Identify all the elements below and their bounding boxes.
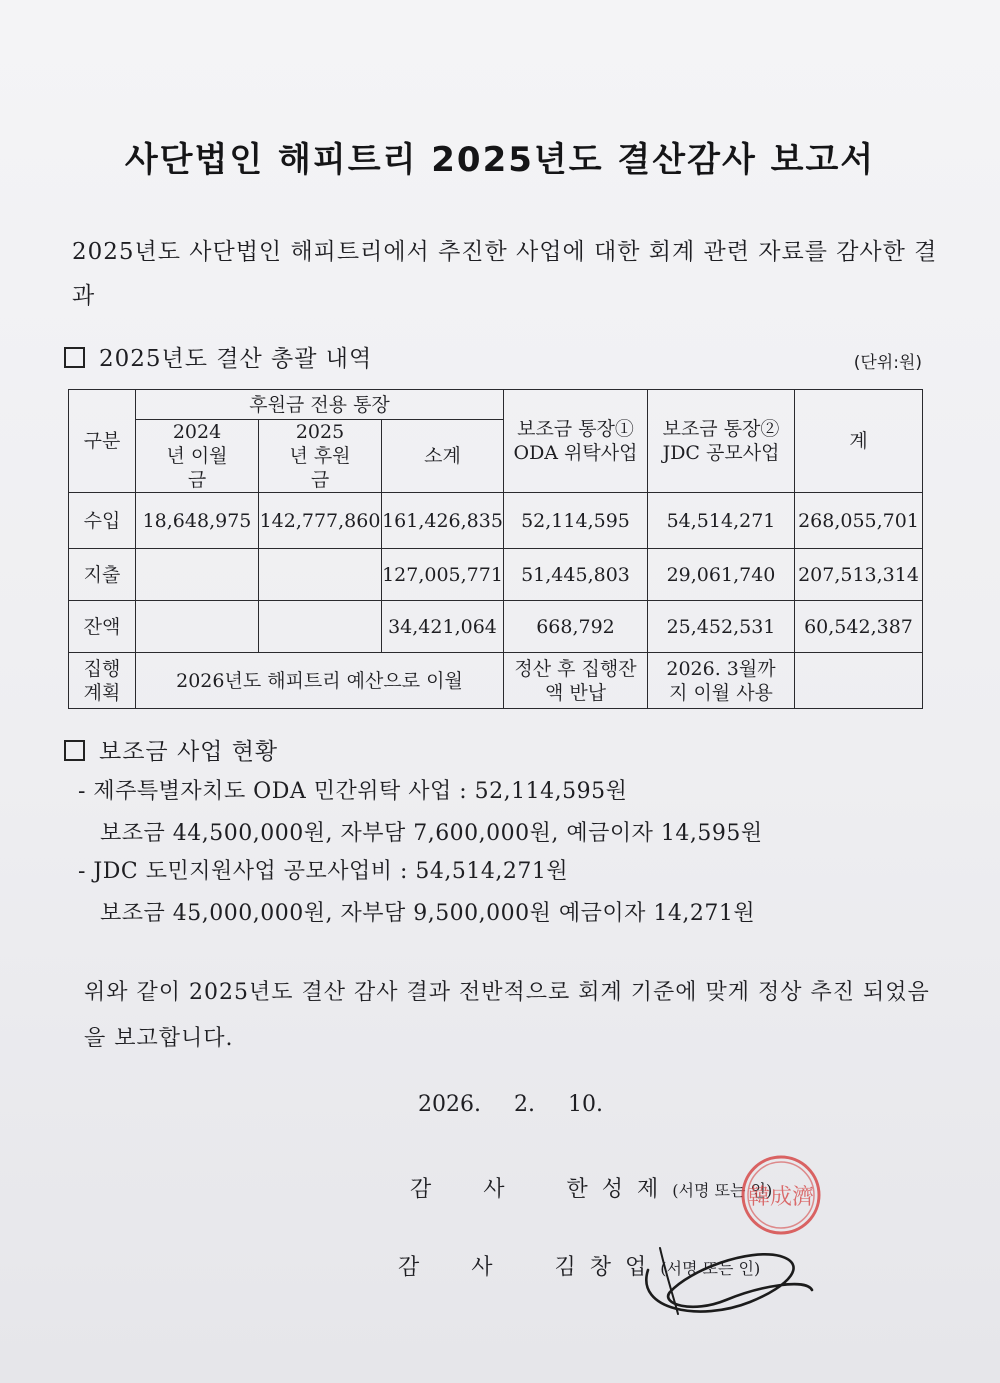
header-donation-group: 후원금 전용 통장 — [136, 390, 504, 420]
cell-subsidy1: 52,114,595 — [504, 493, 648, 549]
cell-carry-2024: 18,648,975 — [136, 493, 259, 549]
conclusion-text: 위와 같이 2025년도 결산 감사 결과 전반적으로 회계 기준에 맞게 정상 추진 되었음을 보고합니다. — [84, 980, 930, 1051]
auditor-name: 김창업 — [554, 1255, 661, 1280]
auditor-sign-note: (서명 또는 인) — [672, 1181, 773, 1200]
report-title: 사단법인 해피트리 2025년도 결산감사 보고서 — [124, 140, 876, 180]
cell-donation-2025 — [259, 549, 382, 601]
cell-donation-2025: 142,777,860 — [259, 493, 382, 549]
cell-subtotal: 127,005,771 — [382, 549, 504, 601]
section-summary-label: 2025년도 결산 총괄 내역 — [99, 346, 373, 372]
header-subsidy1: 보조금 통장① ODA 위탁사업 — [504, 390, 648, 493]
table-row — [69, 601, 923, 653]
auditor-sign-note: (서명 또는 인) — [660, 1259, 761, 1278]
table-row-plan — [69, 653, 923, 709]
subsidy-item-detail: 보조금 45,000,000원, 자부담 9,500,000원 예금이자 14,271원 — [100, 901, 756, 926]
section-summary-heading — [64, 340, 372, 373]
subsidy-item: - 제주특별자치도 ODA 민간위탁 사업 : 52,114,595원 — [78, 779, 628, 804]
cell-subsidy2: 25,452,531 — [648, 601, 795, 653]
row-label: 집행 계획 — [69, 653, 136, 709]
settlement-summary-table — [68, 389, 923, 709]
cell-carry-2024 — [136, 601, 259, 653]
section-subsidy-heading — [64, 733, 278, 766]
cell-subsidy1: 51,445,803 — [504, 549, 648, 601]
section-subsidy-label: 보조금 사업 현황 — [99, 739, 279, 765]
row-label: 지출 — [69, 549, 136, 601]
header-subsidy2: 보조금 통장② JDC 공모사업 — [648, 390, 795, 493]
checkbox-square-icon — [64, 347, 85, 368]
intro-text: 2025년도 사단법인 해피트리에서 추진한 사업에 대한 회계 관련 자료를 감사한 결과 — [72, 239, 938, 309]
subsidy-item-detail: 보조금 44,500,000원, 자부담 7,600,000원, 예금이자 14,595원 — [100, 821, 763, 846]
auditor-name: 한성제 — [566, 1177, 673, 1202]
cell-subsidy2: 29,061,740 — [648, 549, 795, 601]
cell-plan-subsidy1: 정산 후 집행잔액 반납 — [504, 653, 648, 709]
header-category: 구분 — [69, 390, 136, 493]
checkbox-square-icon — [64, 740, 85, 761]
auditor-role: 감사 — [398, 1255, 545, 1280]
header-carry-2024: 2024년 이월금 — [136, 420, 259, 493]
subsidy-item: - JDC 도민지원사업 공모사업비 : 54,514,271원 — [78, 859, 569, 884]
table-row — [69, 549, 923, 601]
stamp-text: 韓成濟 — [747, 1185, 815, 1210]
header-total: 계 — [795, 390, 923, 493]
auditor-line — [410, 1172, 772, 1203]
row-label: 잔액 — [69, 601, 136, 653]
header-subtotal: 소계 — [382, 420, 504, 493]
red-seal-stamp — [736, 1150, 826, 1240]
cell-subtotal: 161,426,835 — [382, 493, 504, 549]
cell-total: 60,542,387 — [795, 601, 923, 653]
cell-total: 207,513,314 — [795, 549, 923, 601]
cell-subtotal: 34,421,064 — [382, 601, 504, 653]
auditor-role: 감사 — [410, 1177, 557, 1202]
table-row — [69, 493, 923, 549]
row-label: 수입 — [69, 493, 136, 549]
cell-plan-donation: 2026년도 해피트리 예산으로 이월 — [136, 653, 504, 709]
report-date: 2026. 2. 10. — [418, 1092, 603, 1117]
cell-donation-2025 — [259, 601, 382, 653]
cell-subsidy1: 668,792 — [504, 601, 648, 653]
header-donation-2025: 2025년 후원금 — [259, 420, 382, 493]
cell-total: 268,055,701 — [795, 493, 923, 549]
handwritten-signature — [630, 1230, 820, 1330]
cell-carry-2024 — [136, 549, 259, 601]
cell-subsidy2: 54,514,271 — [648, 493, 795, 549]
unit-label: (단위:원) — [853, 353, 922, 373]
cell-plan-total — [795, 653, 923, 709]
cell-plan-subsidy2: 2026. 3월까지 이월 사용 — [648, 653, 795, 709]
